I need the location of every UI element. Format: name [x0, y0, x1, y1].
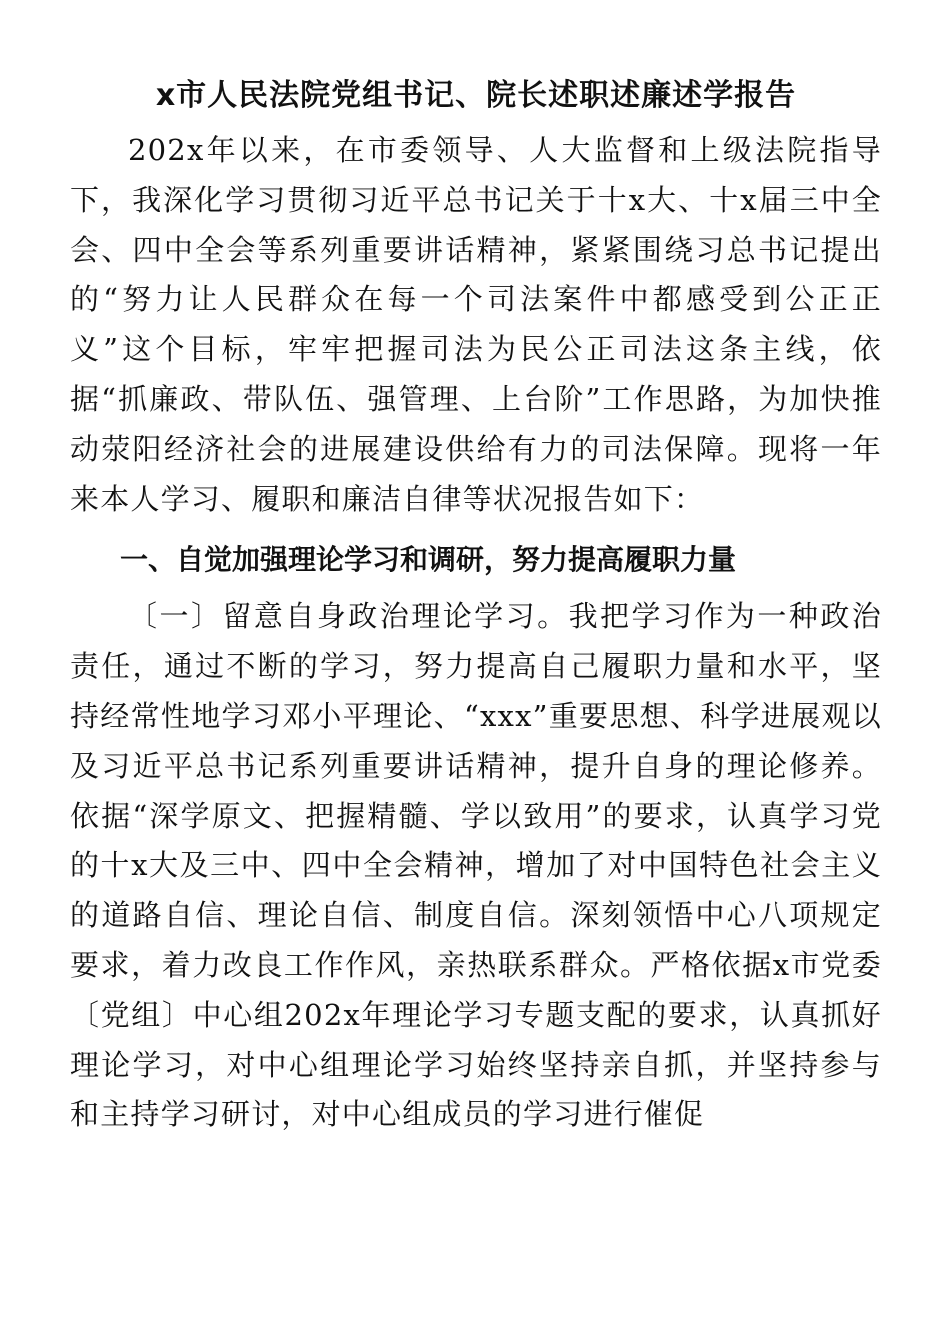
- section-heading: 一、自觉加强理论学习和调研，努力提高履职力量: [120, 543, 737, 577]
- intro-paragraph: 202x年以来，在市委领导、人大监督和上级法院指导下，我深化学习贯彻习近平总书记关于十x大、十x届三中全会、四中全会等系列重要讲话精神，紧紧围绕习总书记提出的“努力让人民群众在每一个司法案件中都感受到公正正义”这个目标，牢牢把握司法为民公正司法这条主线，依据“抓廉政、带队伍、强管理、上台阶”工作思路，为加快推动荥阳经济社会的进展建设供给有力的司法保障。现将一年来本人学习、履职和廉洁自律等状况报告如下：: [70, 133, 882, 516]
- section-paragraph: 〔一〕留意自身政治理论学习。我把学习作为一种政治责任，通过不断的学习，努力提高自己履职力量和水平，坚持经常性地学习邓小平理论、“xxx”重要思想、科学进展观以及习近平总书记系列重要讲话精神，提升自身的理论修养。依据“深学原文、把握精髓、学以致用”的要求，认真学习党的十x大及三中、四中全会精神，增加了对中国特色社会主义的道路自信、理论自信、制度自信。深刻领悟中心八项规定要求，着力改良工作作风，亲热联系群众。严格依据x市党委〔党组〕中心组202x年理论学习专题支配的要求，认真抓好理论学习，对中心组理论学习始终坚持亲自抓，并坚持参与和主持学习研讨，对中心组成员的学习进行催促: [70, 599, 882, 1132]
- document-title: x市人民法院党组书记、院长述职述廉述学报告: [155, 78, 797, 113]
